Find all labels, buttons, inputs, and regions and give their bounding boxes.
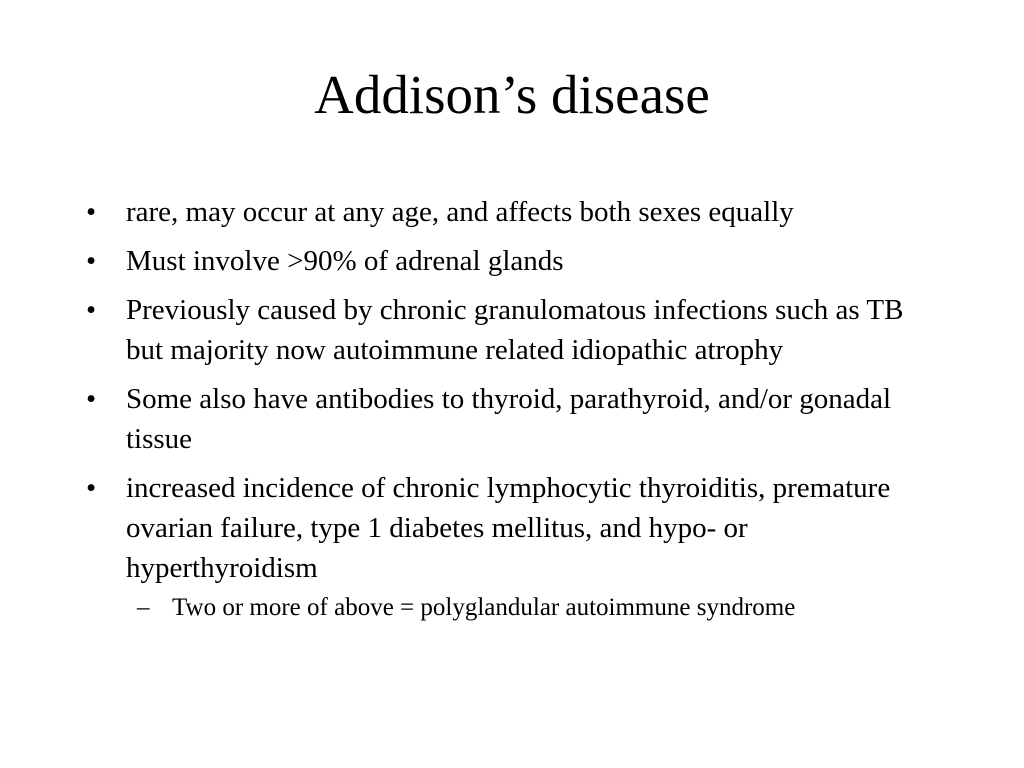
slide-title: Addison’s disease — [314, 64, 710, 125]
sub-bullet-text: Two or more of above = polyglandular autoimmune syndrome — [172, 594, 796, 621]
bullet-marker: • — [86, 245, 97, 277]
bullet-marker: • — [86, 294, 97, 326]
bullet-text: increased incidence of chronic lymphocytic thyroiditis, premature ovarian failure, type 1 diabetes mellitus, and hypo- or hyperthyroidism — [126, 472, 891, 584]
sub-bullet-marker: – — [137, 594, 150, 621]
bullet-item — [86, 241, 946, 281]
bullet-item — [86, 468, 946, 625]
bullet-marker: • — [86, 383, 97, 415]
bullet-text: Previously caused by chronic granulomatous infections such as TB but majority now autoimmune related idiopathic atrophy — [126, 294, 904, 366]
bullet-item — [86, 379, 946, 459]
bullet-text: Some also have antibodies to thyroid, parathyroid, and/or gonadal tissue — [126, 383, 892, 455]
bullet-list — [86, 192, 946, 634]
sub-bullet-item — [126, 591, 946, 625]
bullet-marker: • — [86, 196, 97, 228]
bullet-item — [86, 290, 946, 370]
bullet-marker: • — [86, 472, 97, 504]
bullet-item — [86, 192, 946, 232]
bullet-text: rare, may occur at any age, and affects both sexes equally — [126, 196, 794, 228]
sub-bullet-list — [126, 591, 946, 625]
bullet-text: Must involve >90% of adrenal glands — [126, 245, 564, 277]
